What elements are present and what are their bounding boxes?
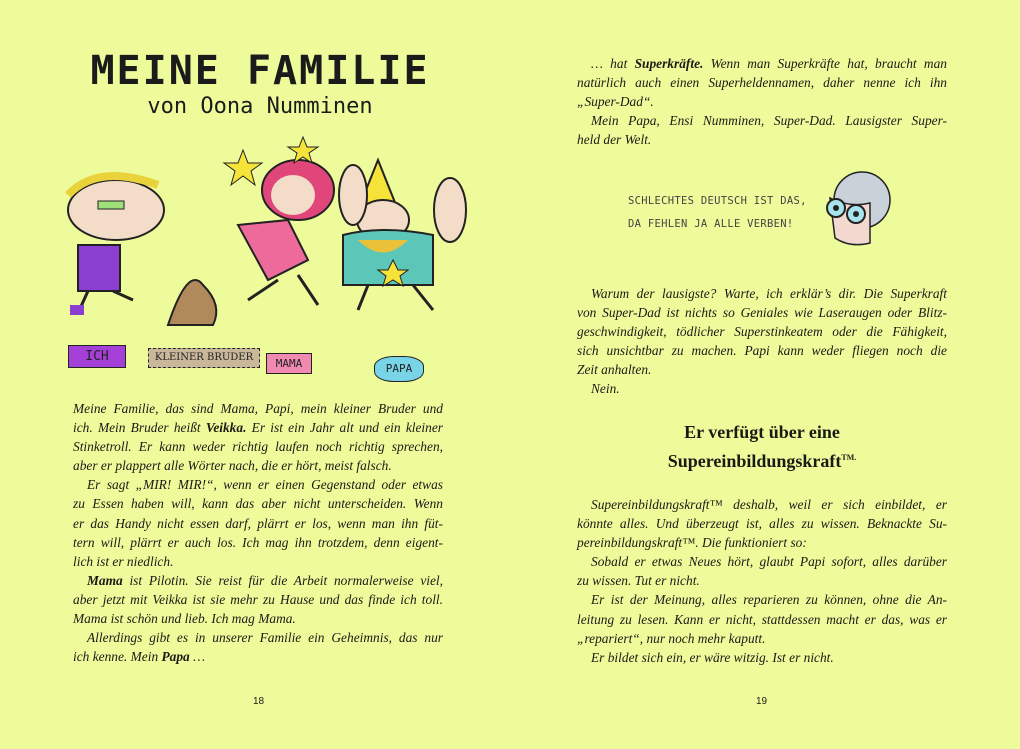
label-mama: MAMA <box>266 353 312 374</box>
right-body-text-top <box>577 54 947 149</box>
text-line <box>73 628 443 647</box>
paragraph <box>577 648 947 667</box>
text-segment: leitung zu lesen. Kann er nicht, stattdessen macht er das, was er <box>577 611 947 627</box>
text-segment: … <box>189 649 206 665</box>
girl-figure <box>68 176 164 315</box>
paragraph <box>577 495 947 552</box>
speech-text-line-1: SCHLECHTES DEUTSCH IST DAS, <box>628 195 807 207</box>
text-line <box>73 609 443 628</box>
page-title: MEINE FAMILIE <box>90 48 430 94</box>
text-line <box>73 399 443 418</box>
text-segment: zu Essen haben will, kann das aber nicht unterscheiden. Wenn <box>73 496 443 512</box>
text-segment: geschwindigkeit, tödlicher Superstinkeatem oder die Fähigkeit, <box>577 324 947 340</box>
text-segment: Mein Papa, Ensi Numminen, Super-Dad. Lausigster Super- <box>591 113 947 129</box>
paragraph <box>73 399 443 475</box>
text-segment: held der Welt. <box>577 132 652 148</box>
text-segment: lich ist er niedlich. <box>73 553 174 569</box>
text-segment: „Super-Dad“. <box>577 94 654 110</box>
text-line <box>577 73 947 92</box>
bold-text: Papa <box>161 649 190 665</box>
text-segment: Nein. <box>591 381 620 397</box>
paragraph <box>577 111 947 149</box>
text-segment: Meine Familie, das sind Mama, Papi, mein kleiner Bruder und <box>73 401 443 416</box>
text-line <box>577 341 947 360</box>
text-line <box>577 360 947 379</box>
text-line <box>577 648 947 667</box>
text-line <box>577 322 947 341</box>
mama-figure <box>224 137 334 305</box>
text-segment: zu wissen. Tut er nicht. <box>577 573 700 589</box>
text-line <box>577 92 947 111</box>
text-segment: Stinketroll. Er kann weder richtig laufen noch richtig sprechen, <box>73 439 443 455</box>
text-line <box>577 533 947 552</box>
text-line <box>577 54 947 73</box>
text-segment: „repariert“, nur noch mehr kaputt. <box>577 630 766 646</box>
paragraph <box>577 590 947 647</box>
speech-text-line-2: DA FEHLEN JA ALLE VERBEN! <box>628 218 794 230</box>
text-line <box>577 629 947 648</box>
text-segment: Allerdings gibt es in unserer Familie ein Geheimnis, das nur <box>87 630 443 646</box>
text-segment: ich kenne. Mein <box>73 649 162 665</box>
label-papa: PAPA <box>374 356 424 382</box>
paragraph <box>73 628 443 666</box>
text-line <box>73 456 443 475</box>
text-line <box>577 610 947 629</box>
text-line <box>73 475 443 494</box>
paragraph <box>73 571 443 628</box>
paragraph <box>577 379 947 398</box>
page-subtitle: von Oona Numminen <box>147 94 373 119</box>
left-body-text <box>73 399 443 666</box>
heading-line-1: Er verfügt über eine <box>684 422 840 442</box>
text-segment: ich. Mein Bruder heißt <box>73 420 206 436</box>
text-segment: könnte alles. Und überzeugt ist, alles zu wissen. Beknackte Su- <box>577 516 947 532</box>
bold-text: Superkräfte. <box>634 56 704 71</box>
page-number-left: 18 <box>253 696 265 707</box>
text-segment: Supereinbildungskraft™ deshalb, weil er sich einbildet, er <box>591 497 947 512</box>
text-line <box>73 514 443 533</box>
text-line <box>73 552 443 571</box>
text-segment: Er ist ein Jahr alt und ein kleiner <box>246 420 443 436</box>
text-line <box>577 571 947 590</box>
text-segment: er das Handy nicht essen darf, plärrt er los, wenn man ihn füt- <box>73 515 443 531</box>
family-illustration <box>38 135 478 345</box>
poop-figure <box>168 280 216 325</box>
text-segment: Mama ist schön und lieb. Ich mag Mama. <box>73 611 296 627</box>
right-body-text-bottom <box>577 495 947 667</box>
text-segment: Zeit anhalten. <box>577 362 652 378</box>
text-segment: … hat <box>591 56 635 71</box>
paragraph <box>73 475 443 570</box>
paragraph <box>577 284 947 379</box>
bold-text: Veikka. <box>205 420 247 436</box>
text-segment: Wenn man Superkräfte hat, braucht man <box>703 56 947 71</box>
text-line <box>73 533 443 552</box>
text-segment: Er ist der Meinung, alles reparieren zu können, ohne die An- <box>591 592 947 608</box>
text-segment: aber er plappert alle Wörter nach, die er hört, meist falsch. <box>73 458 392 474</box>
text-segment: von Super-Dad ist nichts so Geniales wie Laseraugen oder Blitz- <box>577 305 947 321</box>
text-line <box>577 514 947 533</box>
text-segment: Warum der lausigste? Warte, ich erklär’s dir. Die Superkraft <box>591 286 947 301</box>
papa-figure <box>339 160 466 310</box>
text-line <box>577 495 947 514</box>
text-segment: Sobald er etwas Neues hört, glaubt Papi sofort, alles darüber <box>591 554 947 570</box>
heading-line-2: Supereinbildungskraft <box>667 451 842 471</box>
section-heading <box>577 420 947 474</box>
text-line <box>73 437 443 456</box>
text-line <box>577 130 947 149</box>
text-segment: Er bildet sich ein, er wäre witzig. Ist er nicht. <box>591 649 834 665</box>
grandpa-illustration <box>820 168 895 248</box>
bold-text: Mama <box>87 572 123 588</box>
text-line <box>577 552 947 571</box>
text-segment: ist Pilotin. Sie reist für die Arbeit normalerweise viel, <box>122 572 443 588</box>
text-line <box>577 284 947 303</box>
text-segment: aber jetzt mit Veikka ist sie mehr zu Hause und das finde ich toll. <box>73 591 443 607</box>
text-line <box>73 494 443 513</box>
text-line <box>73 590 443 609</box>
right-body-text-middle <box>577 284 947 399</box>
text-line <box>577 303 947 322</box>
label-ich: ICH <box>68 345 126 368</box>
text-line <box>577 590 947 609</box>
text-line <box>577 379 947 398</box>
paragraph <box>577 552 947 590</box>
text-line <box>73 647 443 666</box>
paragraph <box>577 54 947 111</box>
trademark: TM. <box>841 453 857 462</box>
text-segment: Er sagt „MIR! MIR!“, wenn er einen Gegenstand oder etwas <box>87 477 443 493</box>
page-number-right: 19 <box>756 696 768 707</box>
text-line <box>73 418 443 437</box>
text-segment: tern will, plärrt er auch los. Ich mag ihn trotzdem, denn eigent- <box>73 534 443 550</box>
text-segment: pereinbildungskraft™. Die funktioniert so: <box>577 535 807 551</box>
label-kleiner-bruder: KLEINER BRUDER <box>148 348 260 368</box>
text-line <box>73 571 443 590</box>
text-segment: natürlich auch einen Superheldennamen, daher nenne ich ihn <box>577 75 947 91</box>
text-segment: sich unsichtbar zu machen. Papi kann weder fliegen noch die <box>577 343 947 359</box>
text-line <box>577 111 947 130</box>
